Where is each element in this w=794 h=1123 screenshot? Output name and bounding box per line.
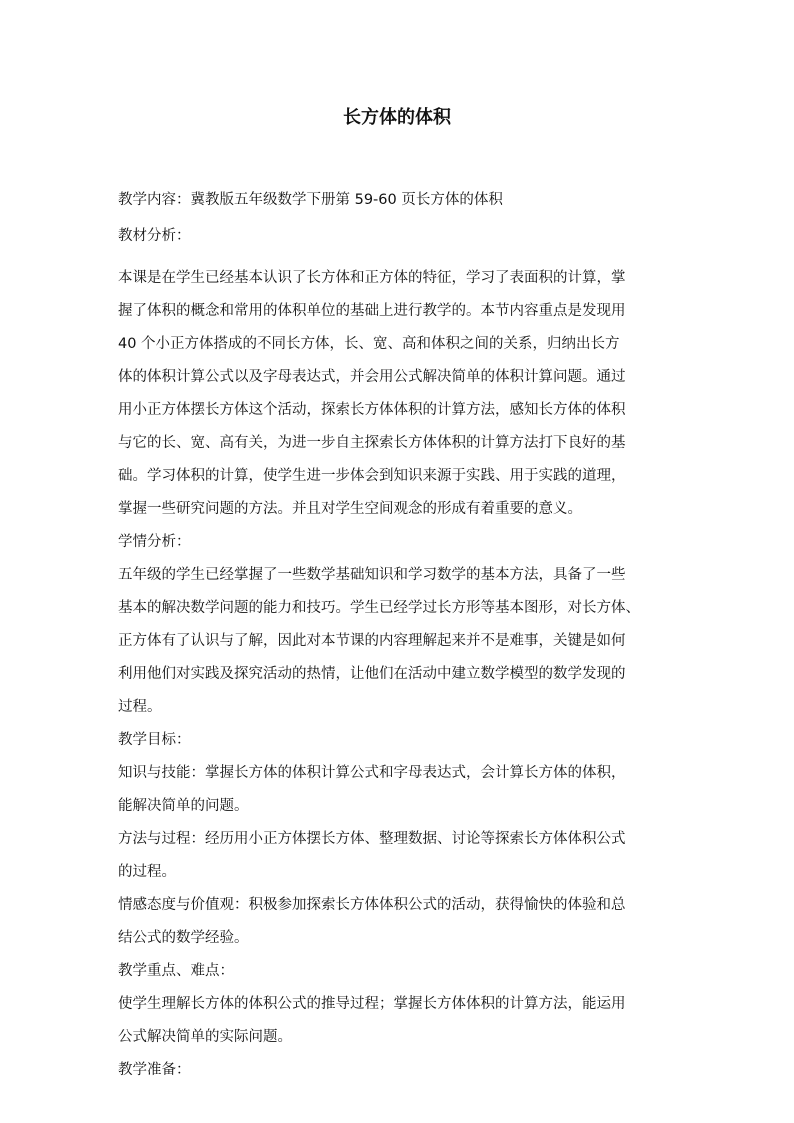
text-line: 用小正方体摆长方体这个活动，探索长方体体积的计算方法，感知长方体的体积 (118, 402, 626, 418)
text-line: 本课是在学生已经基本认识了长方体和正方体的特征，学习了表面积的计算，掌 (118, 270, 626, 286)
text-line: 使学生理解长方体的体积公式的推导过程；掌握长方体体积的计算方法，能运用 (118, 996, 626, 1012)
text-line: 与它的长、宽、高有关，为进一步自主探索长方体体积的计算方法打下良好的基 (118, 435, 626, 451)
text-line: 握了体积的概念和常用的体积单位的基础上进行教学的。本节内容重点是发现用 (118, 303, 626, 319)
text-line: 础。学习体积的计算，使学生进一步体会到知识来源于实践、用于实践的道理， (118, 468, 626, 484)
text-line: 能解决简单的问题。 (118, 798, 249, 814)
section-heading: 学情分析： (118, 534, 191, 550)
text-line: 40 个小正方体搭成的不同长方体，长、宽、高和体积之间的关系，归纳出长方 (118, 336, 620, 352)
text-line: 教材分析： (118, 228, 191, 244)
text-line: 利用他们对实践及探究活动的热情，让他们在活动中建立数学模型的数学发现的 (118, 666, 626, 682)
section-heading: 教学目标： (118, 732, 191, 748)
text-line: 情感态度与价值观：积极参加探索长方体体积公式的活动，获得愉快的体验和总 (118, 897, 626, 913)
document-title: 长方体的体积 (343, 107, 451, 128)
text-line: 过程。 (118, 699, 162, 715)
section-heading: 教学重点、难点： (118, 963, 234, 979)
text-line: 五年级的学生已经掌握了一些数学基础知识和学习数学的基本方法，具备了一些 (118, 567, 626, 583)
section-heading: 教学准备： (118, 1062, 191, 1078)
text-line: 知识与技能：掌握长方体的体积计算公式和字母表达式，会计算长方体的体积， (118, 765, 626, 781)
text-line: 公式解决简单的实际问题。 (118, 1029, 292, 1045)
content-section (118, 184, 688, 253)
text-line: 结公式的数学经验。 (118, 930, 249, 946)
text-line: 教学内容：冀教版五年级数学下册第 59-60 页长方体的体积 (118, 192, 503, 208)
text-line: 基本的解决数学问题的能力和技巧。学生已经学过长方形等基本图形，对长方体、 (118, 600, 640, 616)
text-line: 正方体有了认识与了解，因此对本节课的内容理解起来并不是难事，关键是如何 (118, 633, 626, 649)
text-line: 的过程。 (118, 864, 176, 880)
text-line: 方法与过程：经历用小正方体摆长方体、整理数据、讨论等探索长方体体积公式 (118, 831, 626, 847)
text-line: 掌握一些研究问题的方法。并且对学生空间观念的形成有着重要的意义。 (118, 501, 582, 517)
body-text (118, 262, 688, 1087)
text-line: 体的体积计算公式以及字母表达式，并会用公式解决简单的体积计算问题。通过 (118, 369, 626, 385)
